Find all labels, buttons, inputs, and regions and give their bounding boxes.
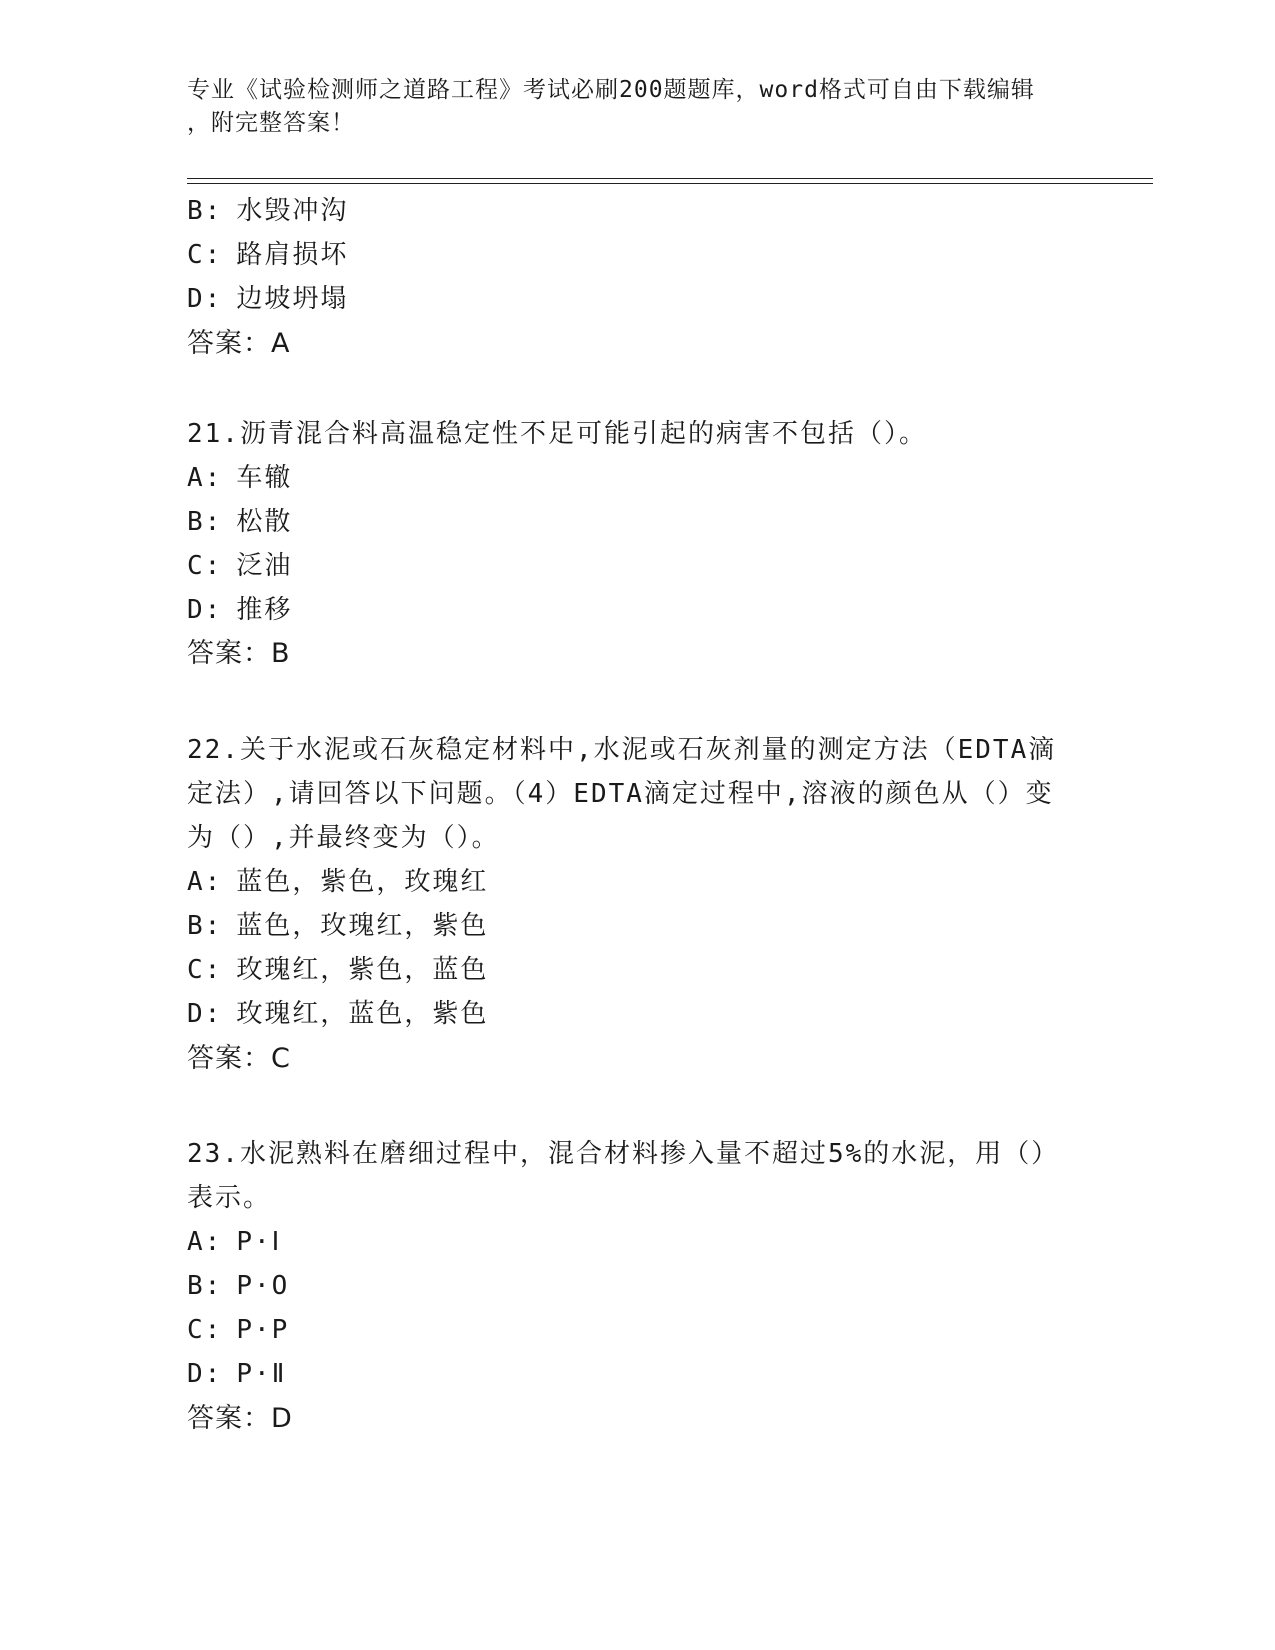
header-title-line-2: ，附完整答案！: [187, 110, 355, 136]
option-a: A: 车辙: [187, 463, 293, 493]
option-d: D: 玫瑰红，蓝色，紫色: [187, 999, 489, 1029]
question-21-stem: 21.沥青混合料高温稳定性不足可能引起的病害不包括（）。: [187, 419, 927, 449]
option-d: D: P·Ⅱ: [187, 1359, 287, 1389]
option-c: C: 路肩损坏: [187, 240, 349, 270]
option-d: D: 推移: [187, 595, 293, 625]
option-a: A: P·Ⅰ: [187, 1227, 282, 1257]
question-23-stem-line-1: 23.水泥熟料在磨细过程中，混合材料掺入量不超过5%的水泥，用（）: [187, 1139, 1060, 1169]
question-22-stem-line-3: 为（）,并最终变为（）。: [187, 823, 500, 853]
option-c: C: P·P: [187, 1315, 290, 1345]
option-b: B: 蓝色，玫瑰红，紫色: [187, 911, 489, 941]
answer-label: 答案：D: [187, 1403, 293, 1434]
answer-label: 答案：A: [187, 328, 291, 359]
answer-label: 答案：C: [187, 1043, 291, 1074]
document-header: [187, 74, 1067, 140]
option-b: B: P·O: [187, 1271, 290, 1301]
question-22-stem-line-2: 定法）,请回答以下问题。（4）EDTA滴定过程中,溶液的颜色从（）变: [187, 779, 1054, 809]
option-c: C: 玫瑰红，紫色，蓝色: [187, 955, 489, 985]
option-a: A: 蓝色，紫色，玫瑰红: [187, 867, 489, 897]
option-d: D: 边坡坍塌: [187, 284, 349, 314]
header-rule-top: [187, 178, 1153, 179]
answer-label: 答案：B: [187, 638, 291, 669]
header-rule-bottom: [187, 183, 1153, 184]
question-23-stem-line-2: 表示。: [187, 1183, 272, 1213]
header-title-line-1: 专业《试验检测师之道路工程》考试必刷200题题库，word格式可自由下载编辑: [187, 77, 1035, 103]
option-b: B: 松散: [187, 507, 293, 537]
option-c: C: 泛油: [187, 551, 293, 581]
option-b: B: 水毁冲沟: [187, 196, 349, 226]
question-22-stem-line-1: 22.关于水泥或石灰稳定材料中,水泥或石灰剂量的测定方法（EDTA滴: [187, 735, 1057, 765]
